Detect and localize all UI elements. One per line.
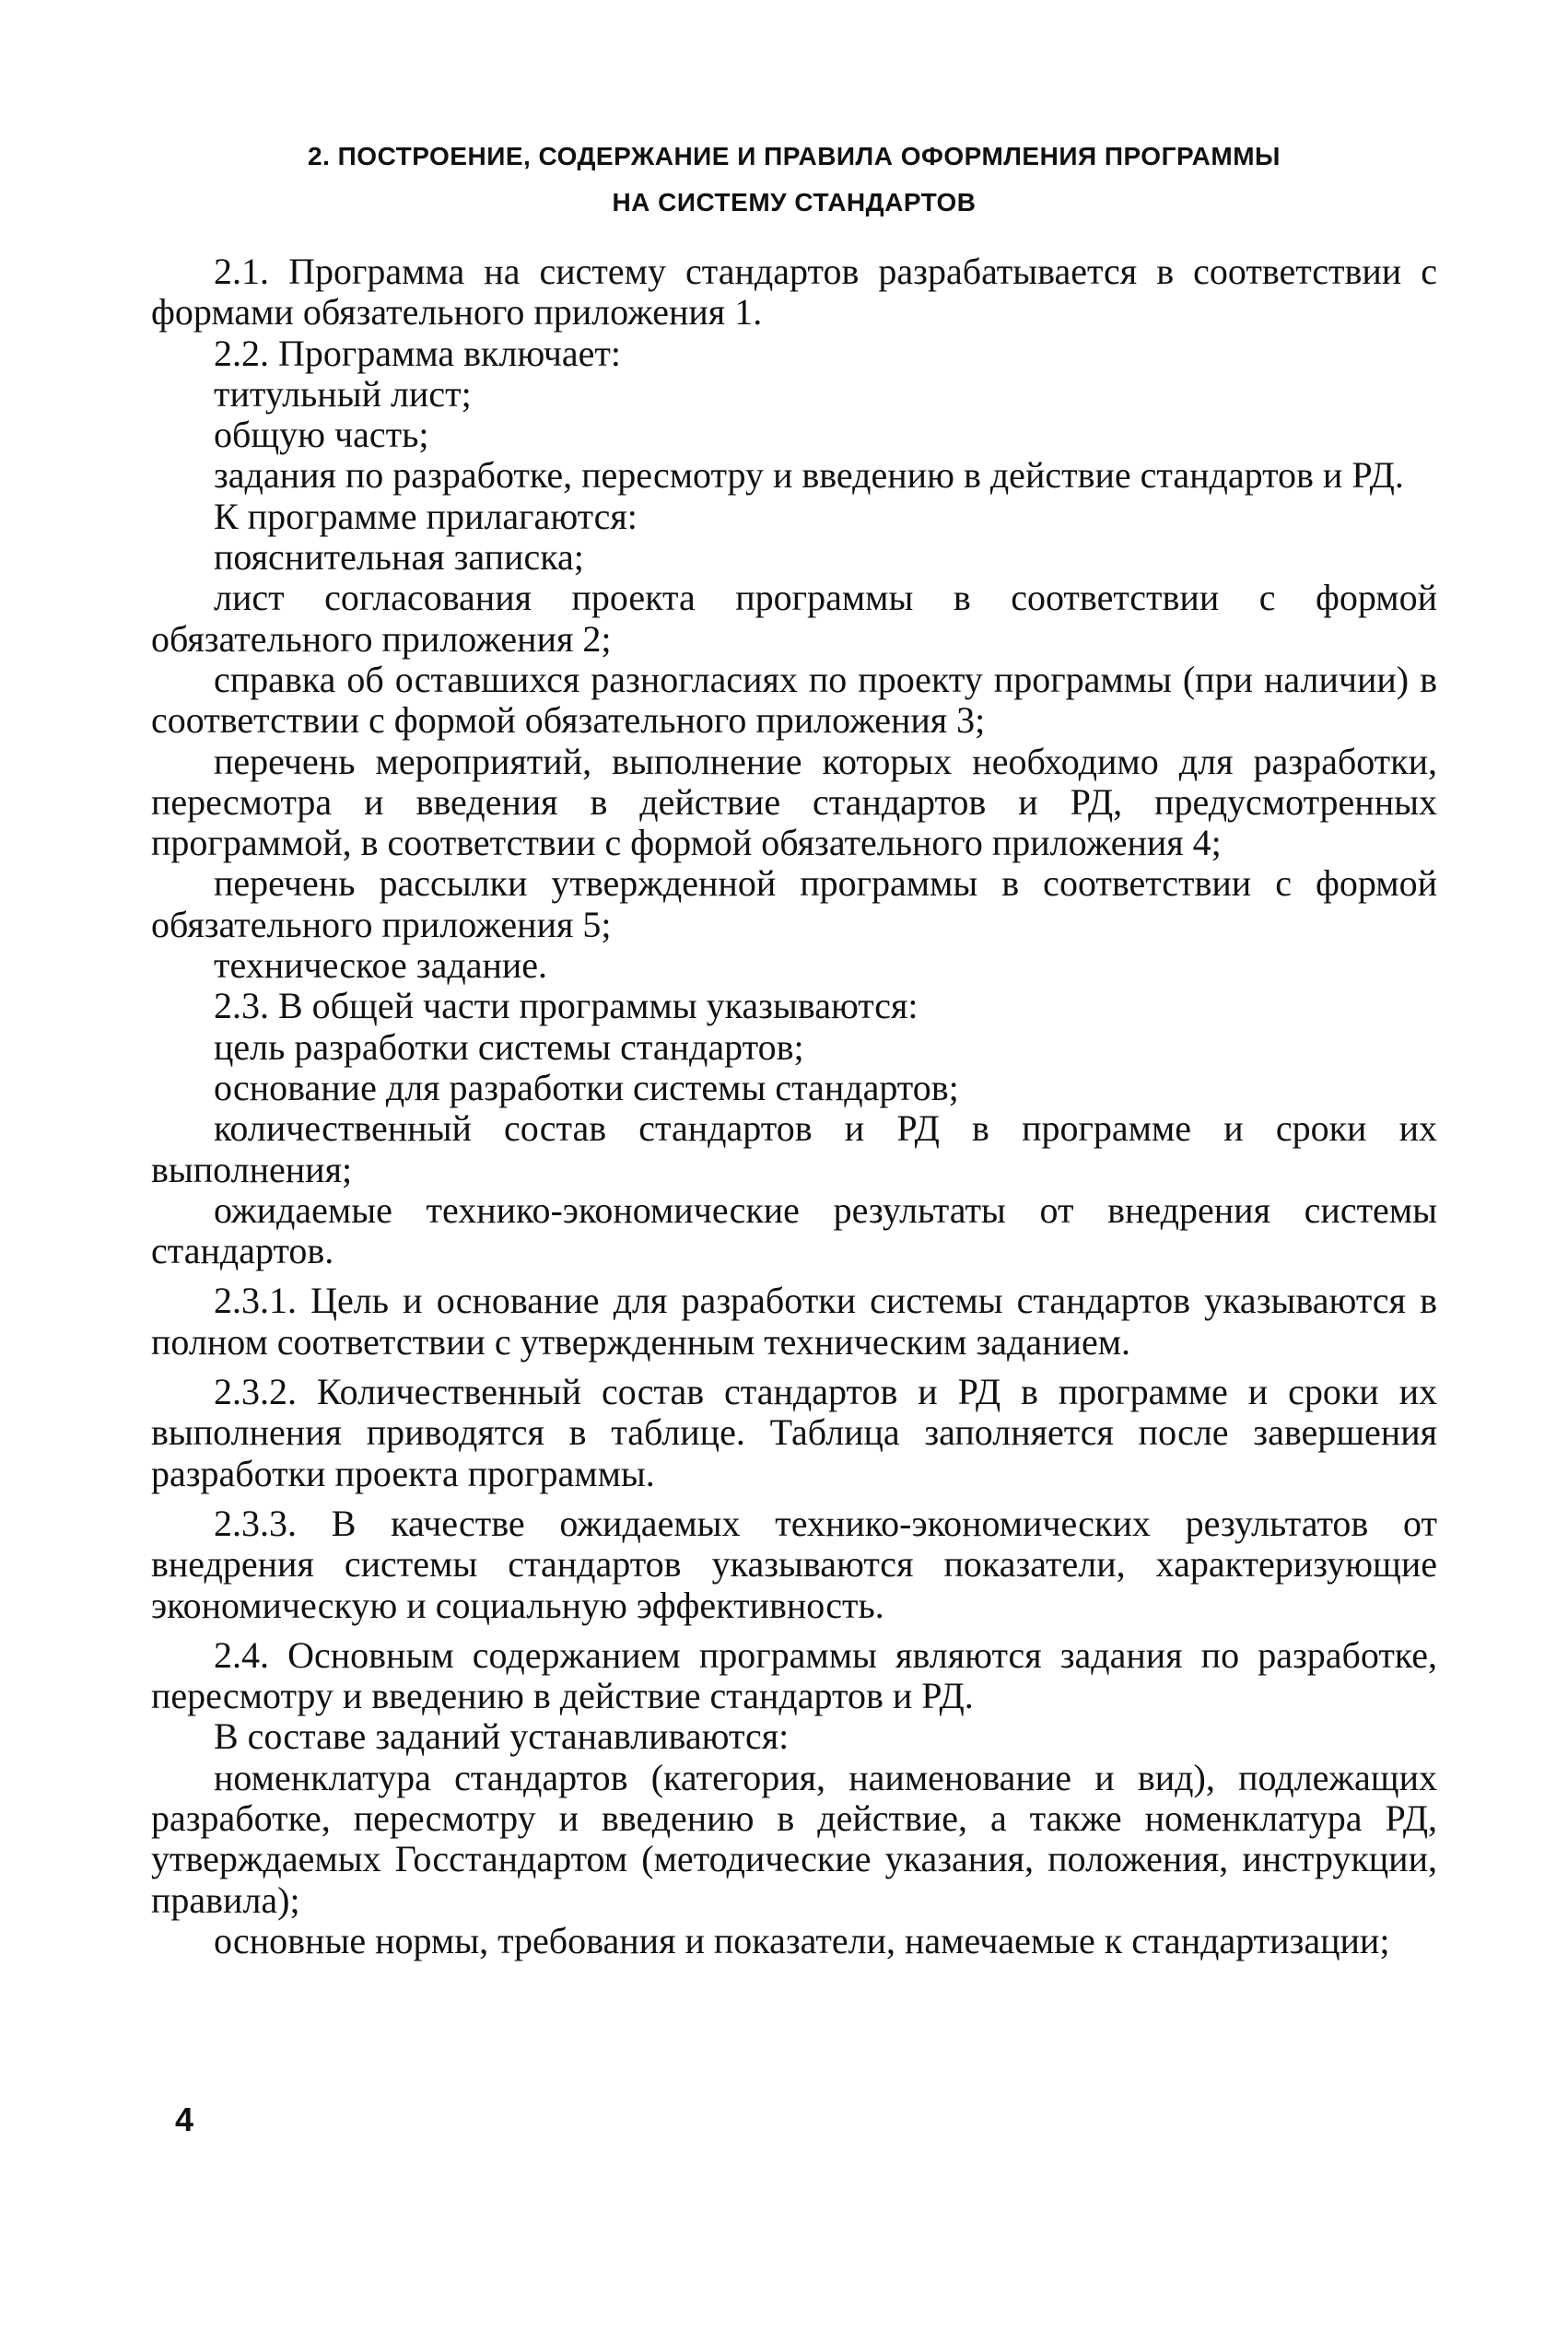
paragraph-2-2: 2.2. Программа включает: xyxy=(214,332,622,374)
list-item-technical-task: техническое задание. xyxy=(214,944,548,987)
list-item-general-part: общую часть; xyxy=(214,414,429,456)
section-heading-line-2: НА СИСТЕМУ СТАНДАРТОВ xyxy=(612,188,977,217)
paragraph-2-3-2: 2.3.2. Количественный состав стандартов и РД в программе и сроки их выполнения приводятся в таблице. Таблица заполняется после завершения разработки проекта программы. xyxy=(151,1371,1437,1494)
paragraph-2-3-3: 2.3.3. В качестве ожидаемых технико-экономических результатов от внедрения системы стандартов указываются показатели, характеризующие экономическую и социальную эффективность. xyxy=(151,1502,1437,1626)
list-item-quantity: количественный состав стандартов и РД в программе и сроки их выполнения; xyxy=(151,1107,1437,1190)
list-item-distribution: перечень рассылки утвержденной программы в соответствии с формой обязательного приложения 5; xyxy=(151,862,1437,945)
page-number: 4 xyxy=(175,2101,194,2138)
paragraph-2-3-1: 2.3.1. Цель и основание для разработки системы стандартов указываются в полном соответствии с утвержденным техническим заданием. xyxy=(151,1280,1437,1363)
section-heading-line-1: 2. ПОСТРОЕНИЕ, СОДЕРЖАНИЕ И ПРАВИЛА ОФОРМЛЕНИЯ ПРОГРАММЫ xyxy=(308,142,1281,170)
list-item-tasks: задания по разработке, пересмотру и введению в действие стандартов и РД. xyxy=(214,454,1404,497)
paragraph-attachments: К программе прилагаются: xyxy=(214,495,638,537)
list-item-explanatory-note: пояснительная записка; xyxy=(214,536,584,579)
paragraph-2-3: 2.3. В общей части программы указываются: xyxy=(214,985,919,1027)
list-item-goal: цель разработки системы стандартов; xyxy=(214,1025,804,1068)
list-item-disagreements: справка об оставшихся разногласиях по проекту программы (при наличии) в соответствии с формой обязательного приложения 3; xyxy=(151,658,1437,742)
body-text xyxy=(151,252,1437,1961)
section-heading xyxy=(151,134,1437,226)
document-page xyxy=(151,134,1437,1961)
list-item-norms: основные нормы, требования и показатели, намечаемые к стандартизации; xyxy=(214,1919,1390,1961)
list-item-measures: перечень мероприятий, выполнение которых необходимо для разработки, пересмотра и введения в действие стандартов и РД, предусмотренных программой, в соответствии с формой обязательного приложения 4; xyxy=(151,740,1437,864)
list-item-expected-results: ожидаемые технико-экономические результаты от внедрения системы стандартов. xyxy=(151,1188,1437,1272)
list-item-nomenclature: номенклатура стандартов (категория, наименование и вид), подлежащих разработке, пересмотру и введению в действие, а также номенклатура РД, утверждаемых Госстандартом (методические указания, положения, инструкции, правила); xyxy=(151,1756,1437,1921)
paragraph-2-1: 2.1. Программа на систему стандартов разрабатывается в соответствии с формами обязательного приложения 1. xyxy=(151,251,1437,334)
list-item-approval-sheet: лист согласования проекта программы в соответствии с формой обязательного приложения 2; xyxy=(151,577,1437,660)
list-item-basis: основание для разработки системы стандартов; xyxy=(214,1066,959,1108)
list-item-title-page: титульный лист; xyxy=(214,372,472,415)
paragraph-tasks-composition: В составе заданий устанавливаются: xyxy=(214,1715,790,1758)
paragraph-2-4: 2.4. Основным содержанием программы являются задания по разработке, пересмотру и введению в действие стандартов и РД. xyxy=(151,1633,1437,1717)
